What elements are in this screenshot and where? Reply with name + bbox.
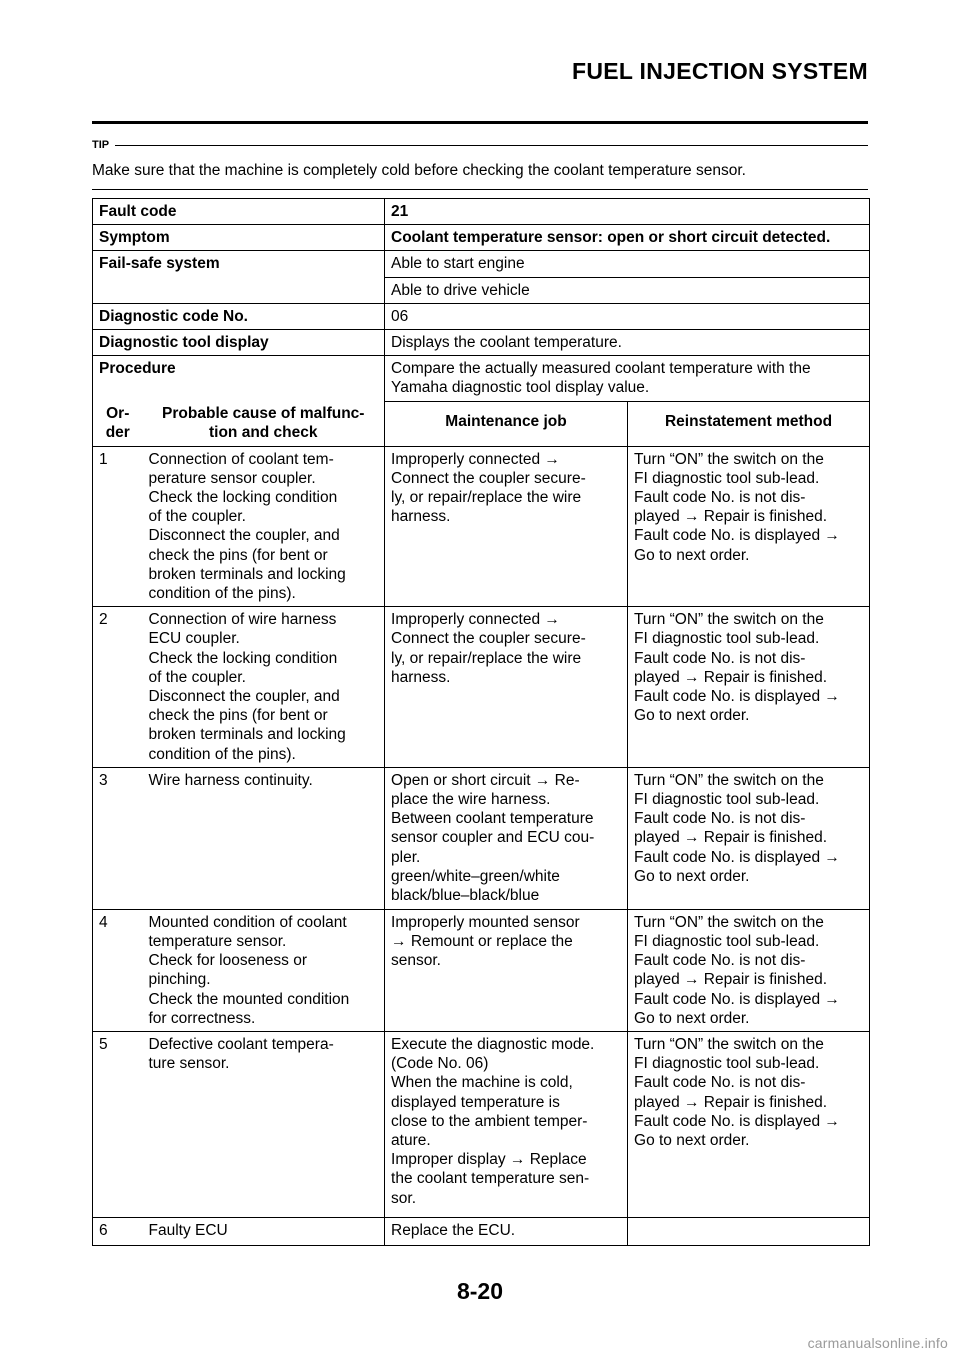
tip-text: Make sure that the machine is completely cold before checking the coolant temperature sensor. xyxy=(92,162,746,179)
row-job-cell: Replace the ECU. xyxy=(385,1218,628,1246)
row-order-cell: 6 xyxy=(93,1218,143,1246)
tip-box xyxy=(92,138,868,190)
col-header-cause: Probable cause of malfunc- tion and check xyxy=(143,401,385,446)
row-cause-cell: Connection of coolant tem- perature sensor coupler. Check the locking condition of the coupler. Disconnect the coupler, and check the pins (for bent or broken terminals and locking condition of the pins). xyxy=(143,446,385,607)
row-job-cell: Open or short circuit → Re- place the wire harness. Between coolant temperature sensor coupler and ECU cou- pler. green/white–green/white black/blue–black/blue xyxy=(385,767,628,909)
procedure-value: Compare the actually measured coolant temperature with the Yamaha diagnostic tool display value. xyxy=(385,356,870,401)
fail-safe-label: Fail-safe system xyxy=(93,251,385,303)
row-method-cell: Turn “ON” the switch on the FI diagnostic tool sub-lead. Fault code No. is not dis- played → Repair is finished. Fault code No. is displayed → Go to next order. xyxy=(628,446,870,607)
symptom-label: Symptom xyxy=(93,225,385,251)
col-header-order: Or- der xyxy=(93,401,143,446)
row-order-cell: 3 xyxy=(93,767,143,909)
page-number: 8-20 xyxy=(456,1278,504,1304)
page-title: FUEL INJECTION SYSTEM xyxy=(572,58,868,84)
row-method-cell: Turn “ON” the switch on the FI diagnostic tool sub-lead. Fault code No. is not dis- played → Repair is finished. Fault code No. is displayed → Go to next order. xyxy=(628,909,870,1031)
table-row xyxy=(93,1032,870,1218)
row-order-cell: 1 xyxy=(93,446,143,607)
watermark: carmanualsonline.info xyxy=(807,1335,948,1351)
fault-code-table xyxy=(92,198,870,1246)
tip-label: TIP xyxy=(92,139,110,151)
row-tool-display xyxy=(93,330,870,356)
row-cause-cell: Faulty ECU xyxy=(143,1218,385,1246)
tool-display-value: Displays the coolant temperature. xyxy=(385,330,870,356)
row-method-cell: Turn “ON” the switch on the FI diagnostic tool sub-lead. Fault code No. is not dis- played → Repair is finished. Fault code No. is displayed → Go to next order. xyxy=(628,607,870,768)
fail-safe-value-1: Able to start engine xyxy=(385,251,870,277)
symptom-value: Coolant temperature sensor: open or short circuit detected. xyxy=(385,225,870,251)
row-order-cell: 5 xyxy=(93,1032,143,1218)
table-row xyxy=(93,446,870,607)
row-cause-cell: Defective coolant tempera- ture sensor. xyxy=(143,1032,385,1218)
row-cause-cell: Connection of wire harness ECU coupler. Check the locking condition of the coupler. Disconnect the coupler, and check the pins (for bent or broken terminals and locking condition of the pins). xyxy=(143,607,385,768)
fault-code-value: 21 xyxy=(385,199,870,225)
tip-bottom-rule xyxy=(92,189,868,190)
row-job-cell: Improperly connected → Connect the coupler secure- ly, or repair/replace the wire harness. xyxy=(385,446,628,607)
tip-rule xyxy=(115,145,868,146)
table-row xyxy=(93,767,870,909)
row-job-cell: Execute the diagnostic mode. (Code No. 06) When the machine is cold, displayed temperature is close to the ambient temper- ature. Improper display → Replace the coolant temperature sen- sor. xyxy=(385,1032,628,1218)
row-fault-code xyxy=(93,199,870,225)
table-row xyxy=(93,607,870,768)
row-order-cell: 4 xyxy=(93,909,143,1031)
table-row xyxy=(93,1218,870,1246)
table-row xyxy=(93,909,870,1031)
row-cause-cell: Mounted condition of coolant temperature sensor. Check for looseness or pinching. Check the mounted condition for correctness. xyxy=(143,909,385,1031)
fail-safe-value-2: Able to drive vehicle xyxy=(385,277,870,303)
row-method-cell: Turn “ON” the switch on the FI diagnostic tool sub-lead. Fault code No. is not dis- played → Repair is finished. Fault code No. is displayed → Go to next order. xyxy=(628,767,870,909)
procedure-label: Procedure xyxy=(93,356,385,401)
col-header-method: Reinstatement method xyxy=(628,401,870,446)
row-method-cell xyxy=(628,1218,870,1246)
row-cause-cell: Wire harness continuity. xyxy=(143,767,385,909)
row-job-cell: Improperly mounted sensor → Remount or replace the sensor. xyxy=(385,909,628,1031)
tool-display-label: Diagnostic tool display xyxy=(93,330,385,356)
col-header-job: Maintenance job xyxy=(385,401,628,446)
diagnostic-code-value: 06 xyxy=(385,303,870,329)
fault-code-label: Fault code xyxy=(93,199,385,225)
row-job-cell: Improperly connected → Connect the coupler secure- ly, or repair/replace the wire harness. xyxy=(385,607,628,768)
row-order-cell: 2 xyxy=(93,607,143,768)
row-procedure xyxy=(93,356,870,401)
diagnostic-code-label: Diagnostic code No. xyxy=(93,303,385,329)
row-fail-safe xyxy=(93,251,870,277)
header-rule xyxy=(92,121,868,124)
row-symptom xyxy=(93,225,870,251)
row-method-cell: Turn “ON” the switch on the FI diagnostic tool sub-lead. Fault code No. is not dis- played → Repair is finished. Fault code No. is displayed → Go to next order. xyxy=(628,1032,870,1218)
column-header-row xyxy=(93,401,870,446)
row-diagnostic-code xyxy=(93,303,870,329)
